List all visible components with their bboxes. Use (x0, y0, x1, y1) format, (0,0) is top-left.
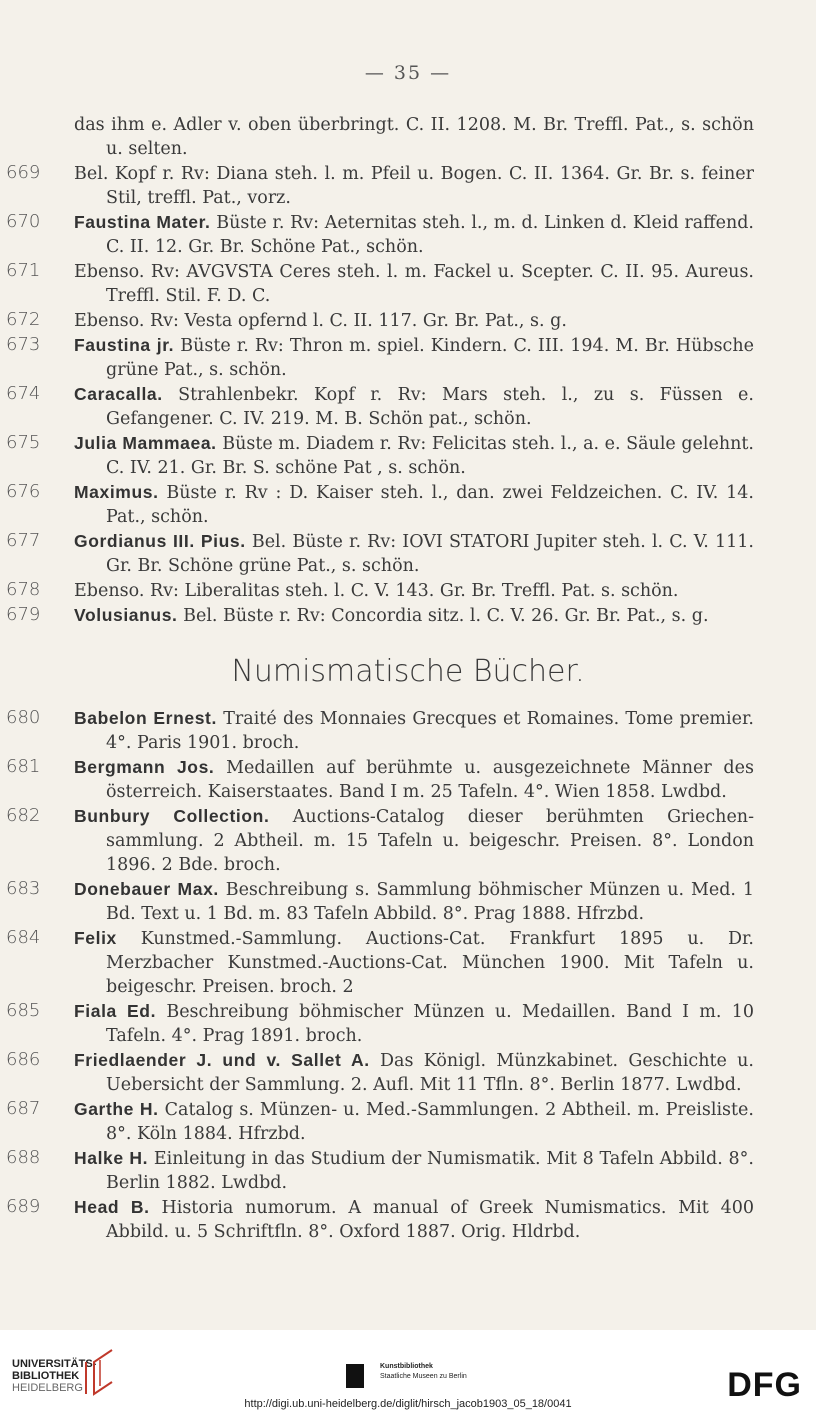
entry-text: Strahlenbekr. Kopf r. Rv: Mars steh. l., zu s. Füssen e. Gefangener. C. IV. 219. M. B. Schön pat., schön. (106, 385, 754, 429)
catalog-entry (0, 877, 816, 926)
entry-body (74, 755, 754, 804)
entry-number: 685 (6, 1000, 41, 1021)
entry-number: 669 (6, 162, 41, 183)
entry-name: Head B. (74, 1197, 150, 1217)
entry-name: Caracalla. (74, 384, 163, 404)
entry-body (74, 333, 754, 382)
catalog-entries-top (0, 112, 816, 628)
catalog-entry (0, 706, 816, 755)
entry-text: Traité des Monnaies Grecques et Romaines. Tome premier. 4°. Paris 1901. broch. (106, 709, 754, 753)
entry-number: 683 (6, 878, 41, 899)
catalog-entry (0, 259, 816, 308)
entry-body (74, 999, 754, 1048)
entry-name: Fiala Ed. (74, 1001, 157, 1021)
entry-body (74, 112, 754, 161)
entry-number: 676 (6, 481, 41, 502)
source-url-link[interactable]: http://digi.ub.uni-heidelberg.de/diglit/hirsch_jacob1903_05_18/0041 (244, 1398, 572, 1410)
entry-number: 670 (6, 211, 41, 232)
entry-text: Beschreibung s. Sammlung böhmischer Münzen u. Med. 1 Bd. Text u. 1 Bd. m. 83 Tafeln Abbild. 8°. Prag 1888. Hfrzbd. (106, 880, 754, 924)
entry-name: Babelon Ernest. (74, 708, 217, 728)
entry-name: Garthe H. (74, 1099, 159, 1119)
entry-body (74, 529, 754, 578)
entry-number: 686 (6, 1049, 41, 1070)
dfg-logo: DFG (727, 1366, 802, 1404)
entry-name: Faustina Mater. (74, 212, 211, 232)
entry-number: 689 (6, 1196, 41, 1217)
library-line1: UNIVERSITÄTS- (12, 1358, 97, 1370)
entry-text: Einleitung in das Studium der Numismatik. Mit 8 Tafeln Abbild. 8°. Berlin 1882. Lwdbd. (106, 1149, 754, 1193)
catalog-entry (0, 480, 816, 529)
catalog-entry (0, 926, 816, 999)
entry-body (74, 161, 754, 210)
entry-body (74, 1097, 754, 1146)
entry-text: Catalog s. Münzen- u. Med.-Sammlungen. 2 Abtheil. m. Preisliste. 8°. Köln 1884. Hfrzbd. (106, 1100, 754, 1144)
entry-name: Faustina jr. (74, 335, 175, 355)
catalog-entry (0, 1195, 816, 1244)
catalog-entry (0, 529, 816, 578)
catalog-entry (0, 308, 816, 333)
entry-number: 684 (6, 927, 41, 948)
entry-body (74, 926, 754, 999)
entry-number: 687 (6, 1098, 41, 1119)
page-number: — 35 — (364, 62, 452, 84)
entry-body (74, 578, 754, 603)
kb-title: Kunstbibliothek (380, 1363, 433, 1370)
entry-number: 672 (6, 309, 41, 330)
entry-number: 681 (6, 756, 41, 777)
entry-number: 679 (6, 604, 41, 625)
catalog-entry (0, 382, 816, 431)
catalog-entry (0, 755, 816, 804)
entry-text: das ihm e. Adler v. oben überbringt. C. II. 1208. M. Br. Treffl. Pat., s. schön u. selten. (74, 115, 754, 159)
entry-name: Felix (74, 928, 117, 948)
section-heading: Numismatische Bücher. (231, 654, 585, 689)
entry-number: 677 (6, 530, 41, 551)
entry-text: Ebenso. Rv: AVGVSTA Ceres steh. l. m. Fackel u. Scepter. C. II. 95. Aureus. Treffl. Stil. F. D. C. (74, 262, 754, 306)
entry-text: Kunstmed.-Sammlung. Auctions-Cat. Frankfurt 1895 u. Dr. Merzbacher Kunstmed.-Auctions-Cat. München 1900. Mit Tafeln u. beigeschr. Preisen. broch. 2 (106, 929, 754, 997)
catalog-entry (0, 1146, 816, 1195)
footer-bar (0, 1330, 816, 1415)
entry-body (74, 1048, 754, 1097)
entry-text: Medaillen auf berühmte u. ausgezeichnete Männer des österreich. Kaiserstaates. Band I m. 25 Tafeln. 4°. Wien 1858. Lwdbd. (106, 758, 754, 802)
entry-body (74, 603, 754, 628)
catalog-entry (0, 1097, 816, 1146)
catalog-entries-bottom (0, 706, 816, 1244)
catalog-entry (0, 161, 816, 210)
catalog-entry (0, 112, 816, 161)
entry-name: Gordianus III. Pius. (74, 531, 246, 551)
catalog-entry (0, 578, 816, 603)
entry-text: Historia numorum. A manual of Greek Numismatics. Mit 400 Abbild. u. 5 Schriftfln. 8°. Oxford 1887. Orig. Hldrbd. (106, 1198, 754, 1242)
entry-name: Volusianus. (74, 605, 178, 625)
entry-name: Maximus. (74, 482, 159, 502)
entry-text: Das Königl. Münzkabinet. Geschichte u. Uebersicht der Sammlung. 2. Aufl. Mit 11 Tfln. 8°. Berlin 1877. Lwdbd. (106, 1051, 754, 1095)
entry-body (74, 1195, 754, 1244)
entry-number: 680 (6, 707, 41, 728)
entry-text: Ebenso. Rv: Vesta opfernd l. C. II. 117. Gr. Br. Pat., s. g. (74, 311, 567, 331)
catalog-entry (0, 431, 816, 480)
kunstbibliothek-label (380, 1362, 467, 1382)
entry-number: 674 (6, 383, 41, 404)
catalog-entry (0, 999, 816, 1048)
kb-subtitle: Staatliche Museen zu Berlin (380, 1373, 467, 1380)
entry-number: 688 (6, 1147, 41, 1168)
kunstbibliothek-logo-icon (346, 1364, 364, 1388)
entry-body (74, 804, 754, 877)
entry-text: Beschreibung böhmischer Münzen u. Medaillen. Band I m. 10 Tafeln. 4°. Prag 1891. broch. (106, 1002, 754, 1046)
entry-name: Bunbury Collection. (74, 806, 270, 826)
entry-number: 675 (6, 432, 41, 453)
entry-name: Bergmann Jos. (74, 757, 215, 777)
entry-number: 682 (6, 805, 41, 826)
entry-text: Büste m. Diadem r. Rv: Felicitas steh. l., a. e. Säule gelehnt. C. IV. 21. Gr. Br. S. schöne Pat , s. schön. (106, 434, 754, 478)
entry-text: Büste r. Rv: Aeternitas steh. l., m. d. Linken d. Kleid raffend. C. II. 12. Gr. Br. Schöne Pat., schön. (106, 213, 754, 257)
entry-text: Büste r. Rv: Thron m. spiel. Kindern. C. III. 194. M. Br. Hübsche grüne Pat., s. schön. (106, 336, 754, 380)
entry-name: Halke H. (74, 1148, 149, 1168)
entry-name: Donebauer Max. (74, 879, 219, 899)
library-line3: HEIDELBERG (12, 1382, 83, 1394)
catalog-entry (0, 603, 816, 628)
catalog-entry (0, 210, 816, 259)
entry-body (74, 308, 754, 333)
entry-body (74, 382, 754, 431)
entry-body (74, 210, 754, 259)
library-line2: BIBLIOTHEK (12, 1370, 80, 1382)
heidelberg-logo-icon (82, 1348, 116, 1396)
entry-name: Julia Mammaea. (74, 433, 217, 453)
entry-text: Bel. Kopf r. Rv: Diana steh. l. m. Pfeil u. Bogen. C. II. 1364. Gr. Br. s. feiner Stil, treffl. Pat., vorz. (74, 164, 754, 208)
catalog-entry (0, 804, 816, 877)
entry-body (74, 480, 754, 529)
entry-body (74, 1146, 754, 1195)
entry-body (74, 877, 754, 926)
entry-text: Bel. Büste r. Rv: IOVI STATORI Jupiter steh. l. C. V. 111. Gr. Br. Schöne grüne Pat., s. schön. (106, 532, 754, 576)
catalog-entry (0, 1048, 816, 1097)
entry-name: Friedlaender J. und v. Sallet A. (74, 1050, 370, 1070)
entry-text: Büste r. Rv : D. Kaiser steh. l., dan. zwei Feldzeichen. C. IV. 14. Pat., schön. (106, 483, 754, 527)
entry-number: 671 (6, 260, 41, 281)
entry-text: Auctions-Catalog dieser berühmten Griechen-sammlung. 2 Abtheil. m. 15 Tafeln u. beigeschr. Preisen. 8°. London 1896. 2 Bde. broch. (106, 807, 754, 875)
entry-body (74, 259, 754, 308)
entry-text: Ebenso. Rv: Liberalitas steh. l. C. V. 143. Gr. Br. Treffl. Pat. s. schön. (74, 581, 679, 601)
entry-body (74, 431, 754, 480)
entry-body (74, 706, 754, 755)
entry-text: Bel. Büste r. Rv: Concordia sitz. l. C. V. 26. Gr. Br. Pat., s. g. (183, 606, 709, 626)
entry-number: 673 (6, 334, 41, 355)
catalog-entry (0, 333, 816, 382)
entry-number: 678 (6, 579, 41, 600)
